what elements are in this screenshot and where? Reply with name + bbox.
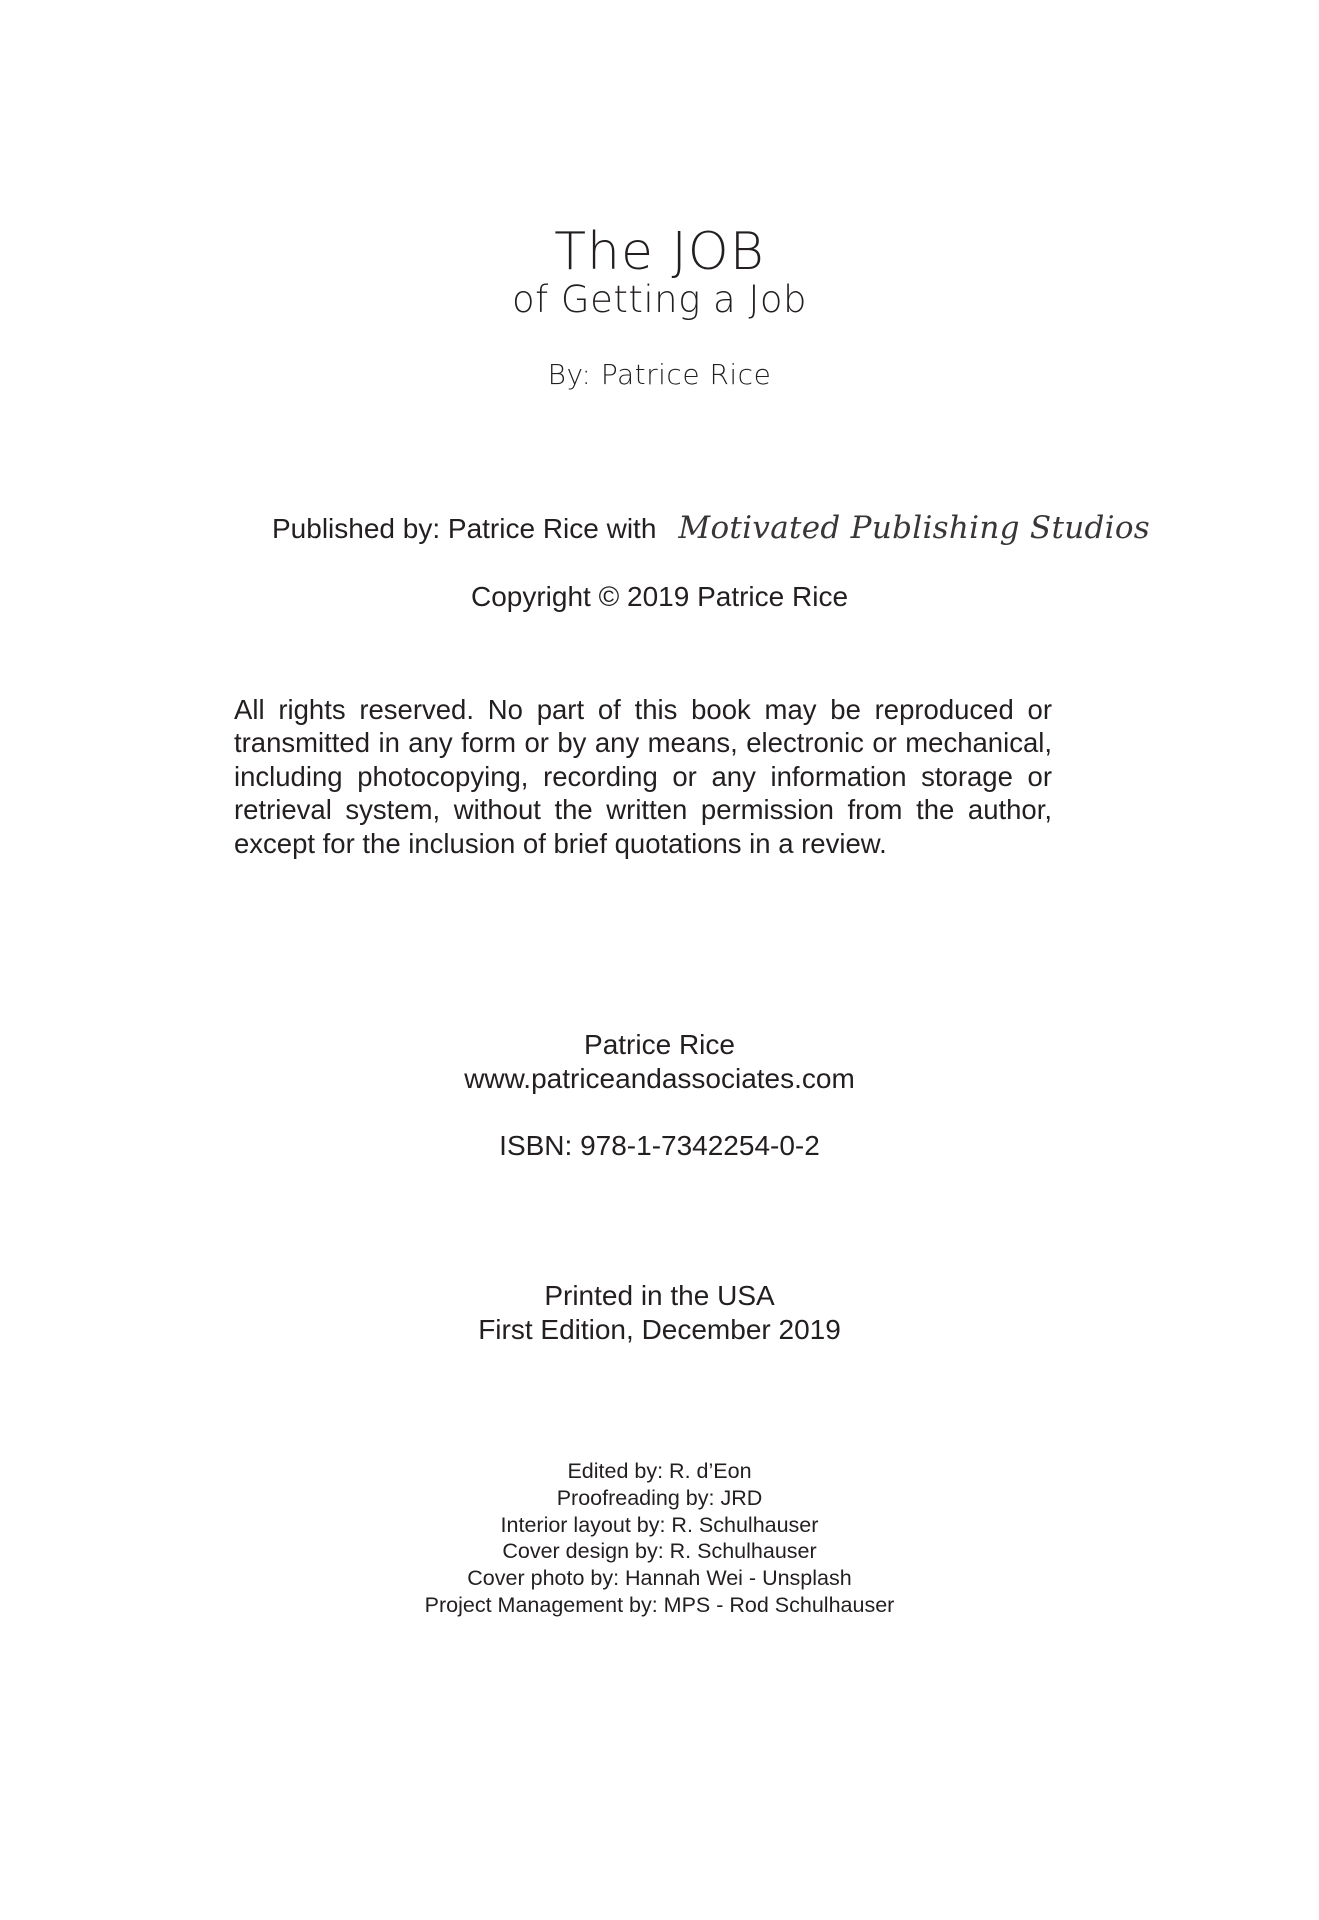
contact-website: www.patriceandassociates.com: [464, 1063, 855, 1094]
credit-project-management: Project Management by: MPS - Rod Schulhauser: [424, 1592, 895, 1617]
author-line: By: Patrice Rice: [547, 358, 772, 391]
published-by-label: Published by: Patrice Rice with: [272, 513, 657, 544]
isbn: ISBN: 978-1-7342254-0-2: [499, 1130, 820, 1161]
credits-list: [0, 1458, 1319, 1619]
book-title: The JOB: [554, 222, 765, 282]
edition: First Edition, December 2019: [478, 1314, 841, 1345]
contact-name: Patrice Rice: [584, 1029, 735, 1060]
publisher-line: [272, 509, 1150, 548]
rights-statement: All rights reserved. No part of this book may be reproduced or transmitted in any form or by any means, electronic or mechanical, including photocopying, recording or any information storage or retrieval system, without the written permission from the author, except for the inclusion of brief quotations in a review.: [234, 694, 1052, 859]
credit-interior-layout: Interior layout by: R. Schulhauser: [500, 1512, 819, 1537]
credit-cover-design: Cover design by: R. Schulhauser: [502, 1539, 817, 1564]
credit-editor: Edited by: R. d’Eon: [567, 1459, 752, 1483]
credit-cover-photo: Cover photo by: Hannah Wei - Unsplash: [467, 1566, 852, 1591]
credit-proofreading: Proofreading by: JRD: [556, 1485, 763, 1510]
copyright-notice: Copyright © 2019 Patrice Rice: [470, 581, 849, 612]
printed-in: Printed in the USA: [544, 1280, 775, 1311]
imprint-logo: Motivated Publishing Studios: [678, 510, 1151, 546]
book-subtitle: of Getting a Job: [511, 278, 808, 321]
